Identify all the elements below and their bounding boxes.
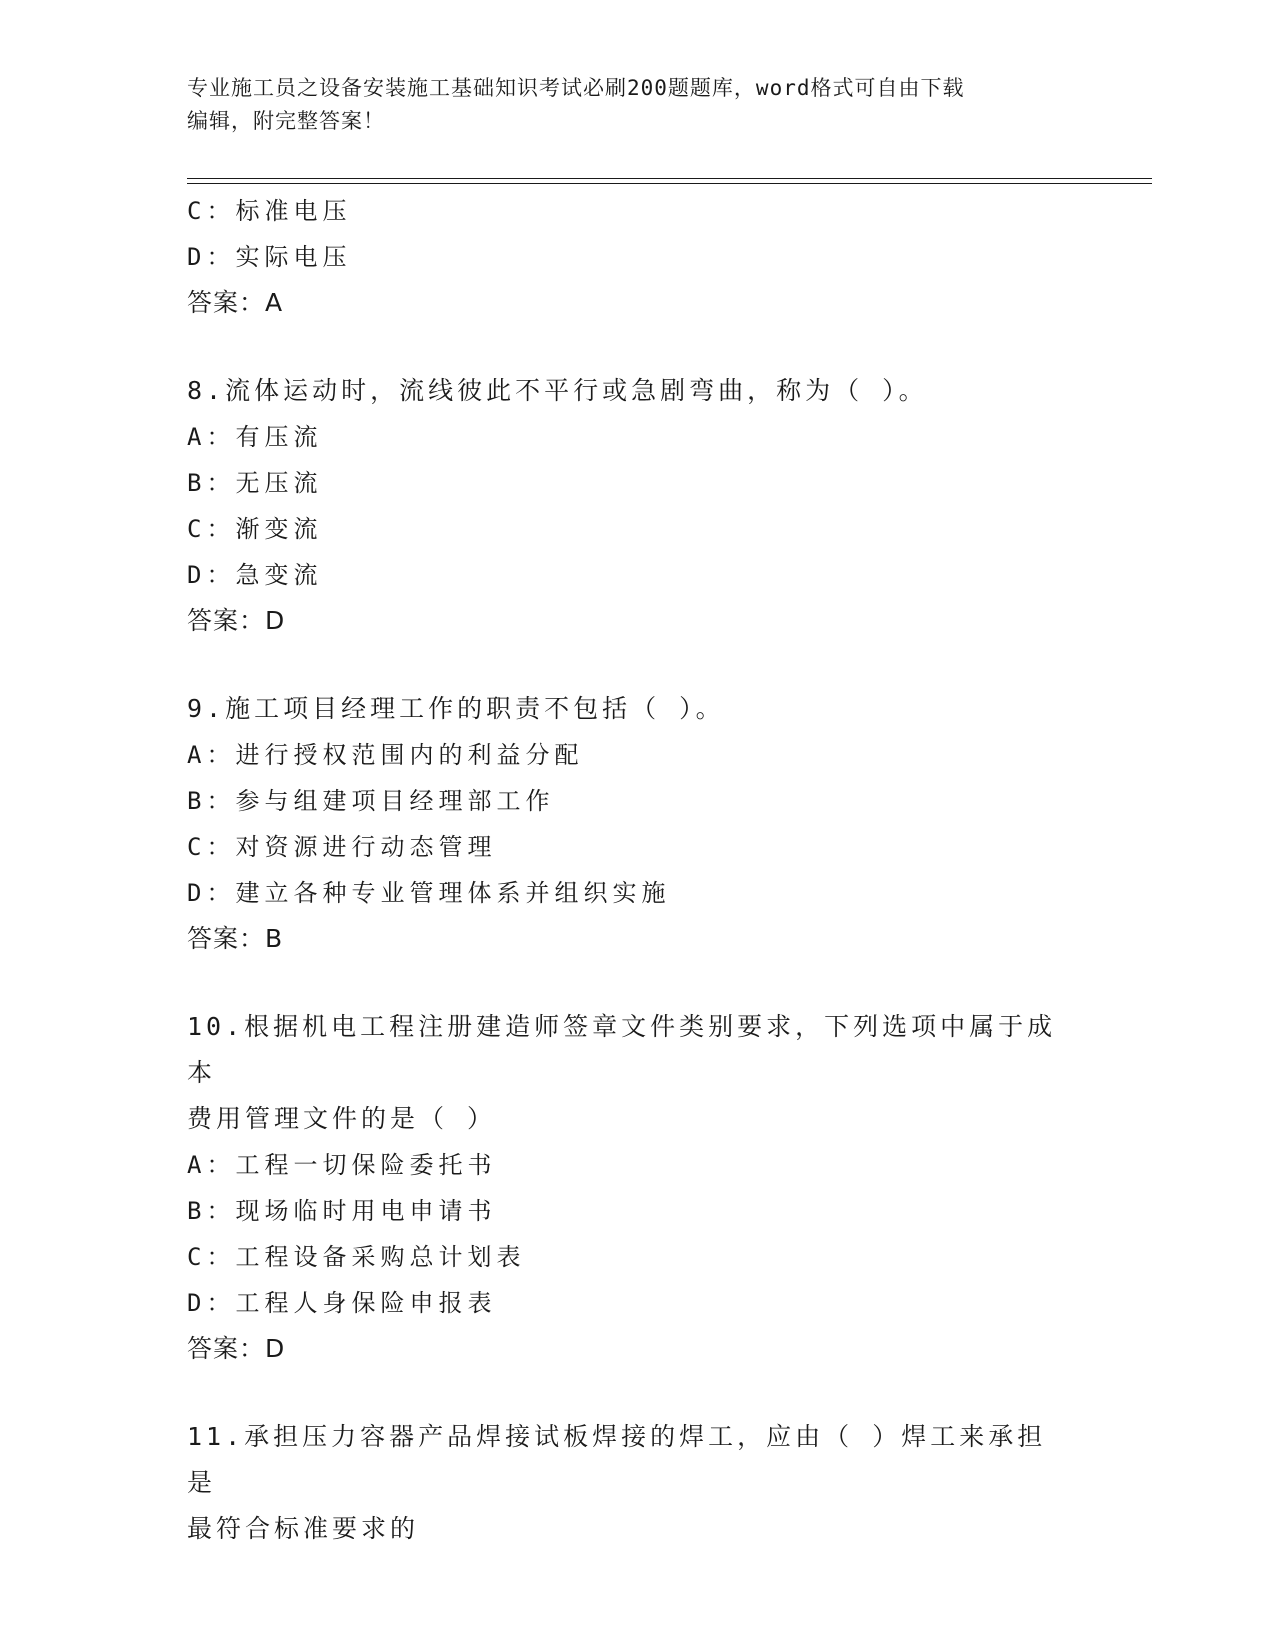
question-stem-line-2: 最符合标准要求的: [187, 1514, 420, 1543]
previous-question-tail: [187, 188, 1087, 326]
question-9: [187, 686, 1087, 962]
option-d: D：实际电压: [187, 243, 352, 271]
option-b: B：无压流: [187, 469, 323, 497]
answer-line: 答案：A: [187, 288, 284, 317]
document-header: [187, 72, 1067, 138]
header-line-2: 编辑，附完整答案！: [187, 109, 385, 133]
question-10: [187, 1004, 1087, 1372]
option-b: B：参与组建项目经理部工作: [187, 787, 555, 815]
question-stem: 8.流体运动时，流线彼此不平行或急剧弯曲，称为（ ）。: [187, 376, 928, 405]
option-a: A：有压流: [187, 423, 323, 451]
header-divider-bottom: [187, 183, 1152, 184]
option-d: D：建立各种专业管理体系并组织实施: [187, 879, 671, 907]
answer-line: 答案：D: [187, 606, 286, 635]
question-8: [187, 368, 1087, 644]
option-d: D：工程人身保险申报表: [187, 1289, 497, 1317]
option-c: C：渐变流: [187, 515, 323, 543]
question-stem-line-1: 10.根据机电工程注册建造师签章文件类别要求，下列选项中属于成本: [187, 1012, 1057, 1087]
option-b: B：现场临时用电申请书: [187, 1197, 497, 1225]
option-c: C：标准电压: [187, 197, 352, 225]
option-c: C：对资源进行动态管理: [187, 833, 497, 861]
question-stem: 9.施工项目经理工作的职责不包括（ ）。: [187, 694, 725, 723]
option-a: A：工程一切保险委托书: [187, 1151, 497, 1179]
question-stem-line-1: 11.承担压力容器产品焊接试板焊接的焊工，应由（ ）焊工来承担是: [187, 1422, 1047, 1497]
answer-line: 答案：D: [187, 1334, 286, 1363]
option-d: D：急变流: [187, 561, 323, 589]
option-c: C：工程设备采购总计划表: [187, 1243, 526, 1271]
question-list: [187, 188, 1087, 1552]
header-divider-top: [187, 178, 1152, 179]
header-line-1: 专业施工员之设备安装施工基础知识考试必刷200题题库，word格式可自由下载: [187, 76, 965, 100]
answer-line: 答案：B: [187, 924, 284, 953]
option-a: A：进行授权范围内的利益分配: [187, 741, 584, 769]
question-stem-line-2: 费用管理文件的是（ ）: [187, 1104, 497, 1133]
question-11: [187, 1414, 1087, 1552]
